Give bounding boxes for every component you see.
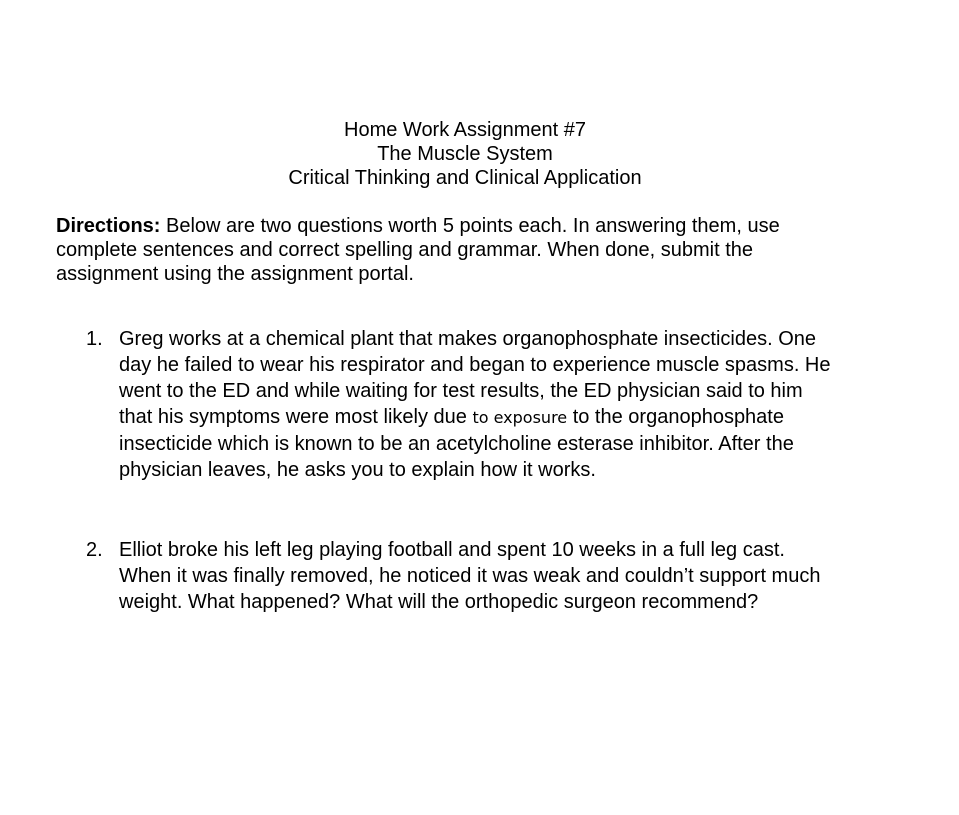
question-line: insecticide which is known to be an acetylcholine esterase inhibitor. After the	[119, 433, 794, 455]
question-line: Greg works at a chemical plant that makes organophosphate insecticides. One	[119, 328, 817, 350]
assignment-subject: The Muscle System	[377, 143, 553, 165]
question-line-segment: to the organophosphate	[567, 406, 784, 428]
question-text	[119, 537, 879, 615]
question-line	[119, 404, 879, 431]
assignment-subtitle: Critical Thinking and Clinical Application	[288, 167, 642, 189]
assignment-header	[0, 118, 930, 190]
question-line: When it was finally removed, he noticed it was weak and couldn’t support much	[119, 565, 821, 587]
assignment-title: Home Work Assignment #7	[344, 119, 586, 141]
question-line: went to the ED and while waiting for test results, the ED physician said to him	[119, 380, 803, 402]
directions-text-line-2: complete sentences and correct spelling and grammar. When done, submit the	[56, 239, 754, 261]
directions-label: Directions:	[56, 215, 161, 237]
question-line: day he failed to wear his respirator and began to experience muscle spasms. He	[119, 354, 831, 376]
question-number: 1.	[86, 328, 103, 350]
question-text	[119, 326, 879, 483]
question-line: physician leaves, he asks you to explain how it works.	[119, 459, 596, 481]
directions-text-line-1: Below are two questions worth 5 points each. In answering them, use	[160, 215, 780, 237]
question-line-segment: that his symptoms were most likely due	[119, 406, 473, 428]
question-line: Elliot broke his left leg playing football and spent 10 weeks in a full leg cast.	[119, 539, 785, 561]
question-line-segment-small: to exposure	[472, 408, 568, 427]
question-number: 2.	[86, 539, 103, 561]
directions-text-line-3: assignment using the assignment portal.	[56, 263, 414, 285]
question-line: weight. What happened? What will the orthopedic surgeon recommend?	[119, 591, 759, 613]
directions-paragraph	[56, 214, 856, 286]
